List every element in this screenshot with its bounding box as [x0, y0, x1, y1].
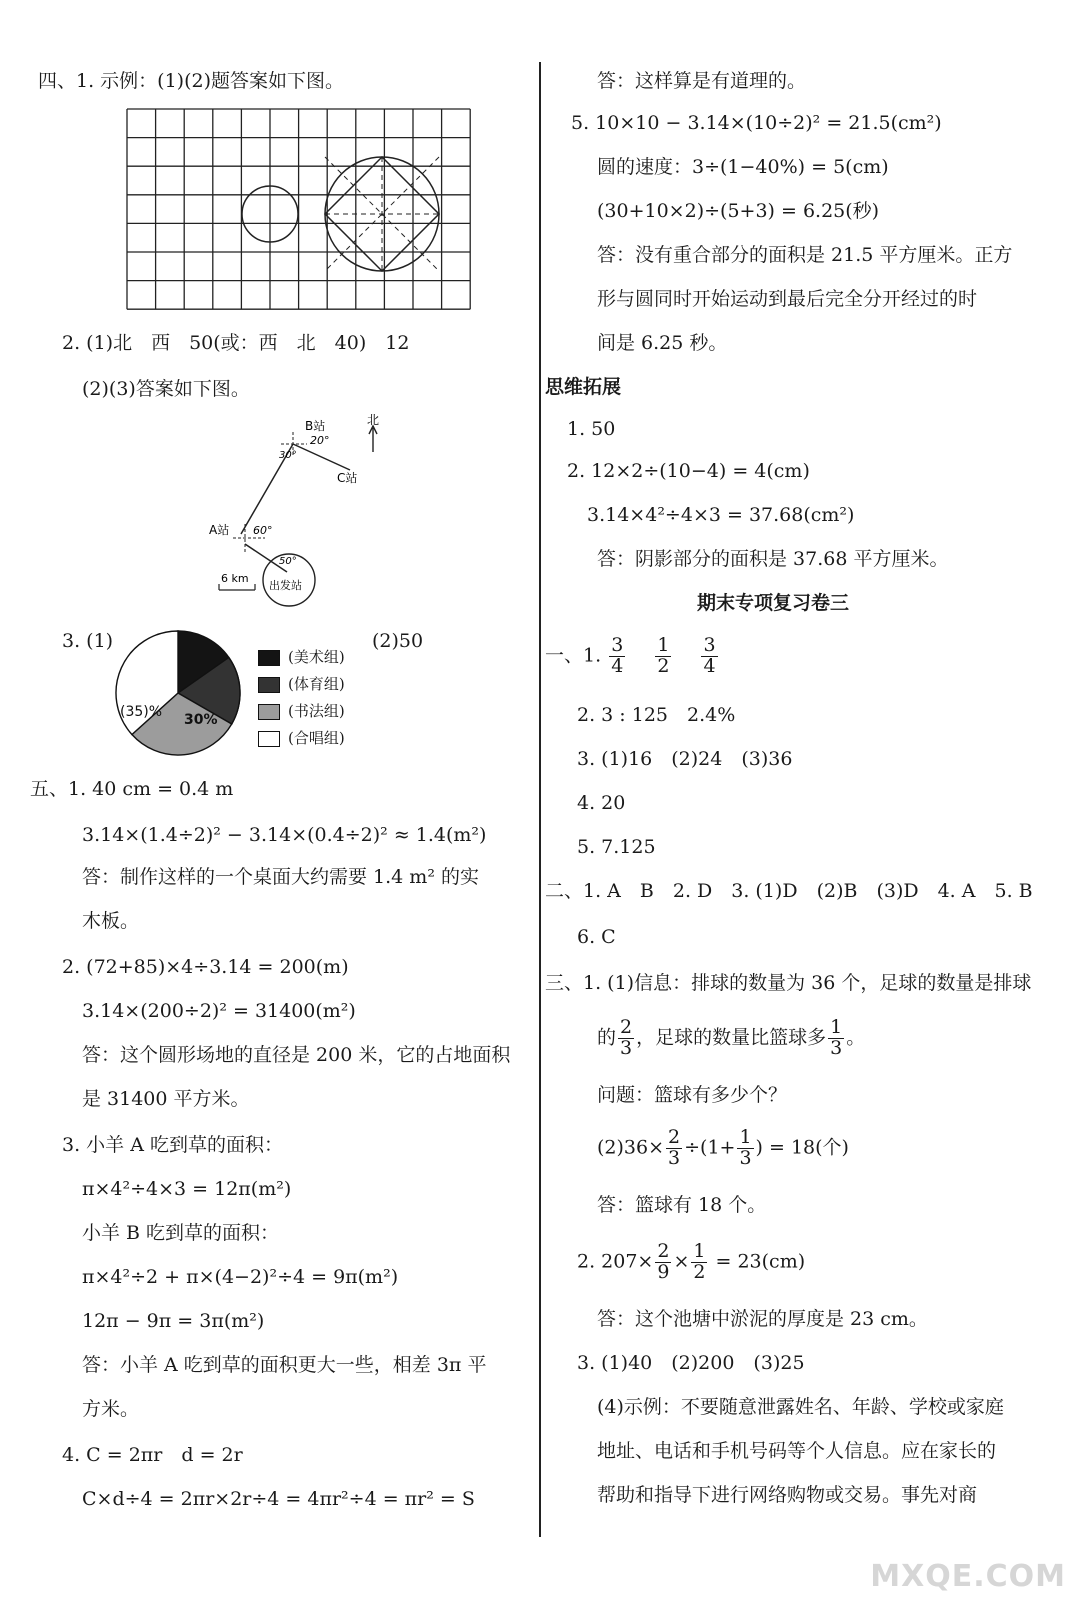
r1: 答：这样算是有道理的。	[597, 70, 807, 92]
fraction: $\frac{2}{3}$	[668, 1126, 681, 1169]
pie-label-35: (35)%	[120, 704, 163, 720]
ext3: 3.14×4²÷4×3 = 37.68(cm²)	[587, 504, 855, 526]
s5-q3-g: 方米。	[82, 1398, 140, 1420]
ext2: 2. 12×2÷(10−4) = 4(cm)	[567, 460, 810, 482]
s5-q2-d: 是 31400 平方米。	[82, 1088, 250, 1110]
route-map	[205, 412, 405, 607]
ext4: 答：阴影部分的面积是 37.68 平方厘米。	[597, 548, 949, 570]
p2-b: 6. C	[577, 926, 616, 948]
s5-q3-c: 小羊 B 吃到草的面积：	[82, 1222, 280, 1244]
p2-a: 二、1. A B 2. D 3. (1)D (2)B (3)D 4. A 5. B	[545, 880, 1033, 902]
s5-q3-d: π×4²÷2 + π×(4−2)²÷4 = 9π(m²)	[82, 1266, 399, 1288]
s5-q1-b: 3.14×(1.4÷2)² − 3.14×(0.4÷2)² ≈ 1.4(m²)	[82, 824, 487, 846]
p3-q1-a: 三、1. (1)信息：排球的数量为 36 个，足球的数量是排球	[545, 972, 1032, 994]
legend-swatch	[258, 704, 280, 720]
s5-q3-a: 3. 小羊 A 吃到草的面积：	[62, 1134, 283, 1156]
fraction: $\frac{2}{3}$	[620, 1016, 633, 1059]
pie-chart	[110, 626, 250, 760]
s4-q1: 四、1. 示例：(1)(2)题答案如下图。	[38, 70, 344, 92]
legend-swatch	[258, 731, 280, 747]
p1-q2: 2. 3 : 125 2.4%	[577, 704, 736, 726]
watermark: MXQE.COM	[870, 1559, 1066, 1594]
fraction: $\frac{3}{4}$	[611, 634, 624, 677]
p3-q1-b: 的 $\frac{2}{3}$ ，足球的数量比篮球多 $\frac{1}{3}$ 。	[597, 1016, 866, 1059]
p3-q3-d: 帮助和指导下进行网络购物或交易。事先对商	[597, 1484, 978, 1506]
s4-q3-ans2: (2)50	[372, 630, 424, 652]
pie-label-30: 30%	[184, 712, 218, 728]
angle-50: 50°	[279, 556, 297, 567]
exam-title: 期末专项复习卷三	[697, 592, 850, 614]
s5-q4-b: C×d÷4 = 2πr×2r÷4 = 4πr²÷4 = πr² = S	[82, 1488, 475, 1510]
r7: 间是 6.25 秒。	[597, 332, 728, 354]
column-divider	[539, 62, 541, 1537]
legend-choir: (合唱组)	[258, 731, 345, 747]
fraction: $\frac{2}{9}$	[657, 1240, 670, 1283]
legend-swatch	[258, 650, 280, 666]
station-c-label: C站	[337, 471, 358, 485]
p3-q2-ans: 答：这个池塘中淤泥的厚度是 23 cm。	[597, 1308, 928, 1330]
s4-q3-label: 3. (1)	[62, 630, 114, 652]
north-label: 北	[367, 413, 380, 427]
p1-q1: 一、1. $\frac{3}{4}$ $\frac{1}{2}$ $\frac{3}{4}$	[545, 634, 716, 677]
legend-calligraphy: (书法组)	[258, 704, 345, 720]
s5-q1-c: 答：制作这样的一个桌面大约需要 1.4 m² 的实	[82, 866, 479, 888]
r4: (30+10×2)÷(5+3) = 6.25(秒)	[597, 200, 880, 222]
p1-q3: 3. (1)16 (2)24 (3)36	[577, 748, 793, 770]
p3-q1-d: (2)36× $\frac{2}{3}$ ÷(1+ $\frac{1}{3}$ ) = 18(个)	[597, 1126, 849, 1169]
r6: 形与圆同时开始运动到最后完全分开经过的时	[597, 288, 978, 310]
p3-q2: 2. 207× $\frac{2}{9}$ × $\frac{1}{2}$ = 23(cm)	[577, 1240, 806, 1283]
ext1: 1. 50	[567, 418, 616, 440]
fraction: $\frac{3}{4}$	[703, 634, 716, 677]
legend-sport: (体育组)	[258, 677, 345, 693]
station-b-label: B站	[305, 419, 326, 433]
legend-art: (美术组)	[258, 650, 345, 666]
r2: 5. 10×10 − 3.14×(10÷2)² = 21.5(cm²)	[571, 112, 942, 134]
grid-figure	[126, 108, 472, 311]
s4-q2a: 2. (1)北 西 50(或：西 北 40) 12	[62, 332, 410, 354]
p3-q3-a: 3. (1)40 (2)200 (3)25	[577, 1352, 805, 1374]
angle-60: 60°	[253, 524, 273, 537]
p3-q1-e: 答：篮球有 18 个。	[597, 1194, 767, 1216]
s4-q2b: (2)(3)答案如下图。	[82, 378, 250, 400]
fraction: $\frac{1}{2}$	[693, 1240, 706, 1283]
fraction: $\frac{1}{3}$	[830, 1016, 843, 1059]
r5: 答：没有重合部分的面积是 21.5 平方厘米。正方	[597, 244, 1013, 266]
s5-q3-e: 12π − 9π = 3π(m²)	[82, 1310, 265, 1332]
p3-q3-c: 地址、电话和手机号码等个人信息。应在家长的	[597, 1440, 997, 1462]
ext-title: 思维拓展	[545, 376, 622, 398]
legend-swatch	[258, 677, 280, 693]
p1-q5: 5. 7.125	[577, 836, 656, 858]
origin-label: 出发站	[269, 579, 302, 592]
angle-20: 20°	[310, 434, 330, 447]
s5-q1-d: 木板。	[82, 910, 140, 932]
s5-q2-a: 2. (72+85)×4÷3.14 = 200(m)	[62, 956, 349, 978]
fraction: $\frac{1}{3}$	[739, 1126, 752, 1169]
p3-q1-c: 问题：篮球有多少个？	[597, 1084, 788, 1106]
s5-q2-c: 答：这个圆形场地的直径是 200 米，它的占地面积	[82, 1044, 511, 1066]
fraction: $\frac{1}{2}$	[657, 634, 670, 677]
p3-q3-b: (4)示例：不要随意泄露姓名、年龄、学校或家庭	[597, 1396, 1004, 1418]
s5-q2-b: 3.14×(200÷2)² = 31400(m²)	[82, 1000, 356, 1022]
s5-q4-a: 4. C = 2πr d = 2r	[62, 1444, 243, 1466]
p1-q4: 4. 20	[577, 792, 626, 814]
s5-q3-f: 答：小羊 A 吃到草的面积更大一些，相差 3π 平	[82, 1354, 487, 1376]
station-a-label: A站	[209, 523, 230, 537]
r3: 圆的速度：3÷(1−40%) = 5(cm)	[597, 156, 889, 178]
angle-30: 30°	[279, 450, 297, 461]
scale-label: 6 km	[221, 572, 249, 585]
s5-q1-a: 五、1. 40 cm = 0.4 m	[30, 778, 234, 800]
s5-q3-b: π×4²÷4×3 = 12π(m²)	[82, 1178, 292, 1200]
